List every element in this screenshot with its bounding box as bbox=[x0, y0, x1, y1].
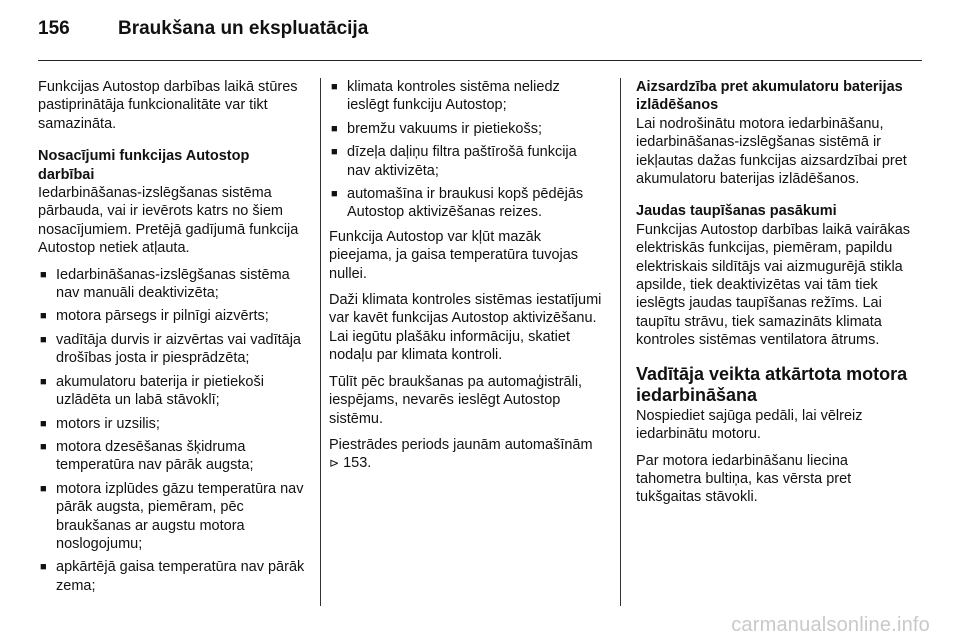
heading-power-saving: Jaudas taupīšanas pasākumi bbox=[636, 203, 837, 220]
column-2 bbox=[329, 78, 603, 481]
page-number: 156 bbox=[38, 18, 70, 39]
list-item: ■ motora pārsegs ir pilnīgi aizvērts; bbox=[40, 308, 269, 325]
column-1 bbox=[38, 78, 306, 601]
paragraph-steering: Funkcijas Autostop darbības laikā stūres pastiprinātāja funkcionalitāte var tikt samazināta. bbox=[38, 79, 298, 132]
heading-autostop-conditions: Nosacījumi funkcijas Autostop darbībai bbox=[38, 148, 250, 183]
heading-battery-protection: Aizsardzība pret akumulatoru baterijas izlādēšanos bbox=[636, 79, 903, 114]
bullet-icon: ■ bbox=[40, 417, 47, 430]
column-3 bbox=[636, 78, 912, 515]
list-item: ■ motors ir uzsilis; bbox=[40, 415, 160, 432]
bullet-icon: ■ bbox=[40, 482, 47, 495]
list-item: ■ motora dzesēšanas šķidruma temperatūra nav pārāk augsta; bbox=[40, 438, 254, 474]
list-item: ■ Iedarbināšanas-izslēgšanas sistēma nav manuāli deaktivizēta; bbox=[40, 266, 290, 302]
list-item: ■ apkārtējā gaisa temperatūra nav pārāk zema; bbox=[40, 559, 305, 594]
list-item: ■ bremžu vakuums ir pietiekošs; bbox=[331, 120, 543, 137]
paragraph-tachometer: Par motora iedarbināšanu liecina tahometra bultiņa, kas vērsta pret tukšgaitas stāvokli. bbox=[636, 452, 852, 506]
paragraph-temperature: Funkcija Autostop var kļūt mazāk pieejama, ja gaisa temperatūra tuvojas nullei. bbox=[329, 228, 579, 282]
conditions-list-continued bbox=[329, 78, 603, 222]
paragraph-power-saving: Funkcijas Autostop darbības laikā vairākas elektriskās funkcijas, piemēram, papildu elektriskais sildītājs vai aizmugurējā stikla apsilde, tiek deaktivizētas vai tām tiek ieslēgts jaudas taupīšanas režīms. Lai taupītu strāvu, tiek samazināts klimata kontroles sistēmas ventilatora ātrums. bbox=[636, 221, 911, 349]
list-item: ■ akumulatoru baterija ir pietiekoši uzlādēta un labā stāvoklī; bbox=[40, 373, 264, 409]
list-item: ■ dīzeļa daļiņu filtra paštīrošā funkcija nav aktivizēta; bbox=[331, 144, 577, 179]
paragraph-highway: Tūlīt pēc braukšanas pa automaģistrāli, iespējams, nevarēs ieslēgt Autostop sistēmu. bbox=[329, 373, 583, 427]
bullet-icon: ■ bbox=[331, 122, 338, 135]
watermark: carmanualsonline.info bbox=[731, 614, 930, 636]
paragraph-climate-settings: Daži klimata kontroles sistēmas iestatījumi var kavēt funkcijas Autostop aktivizēšanu. Lai iegūtu plašāku informāciju, skatiet nodaļu par klimata kontroli. bbox=[329, 292, 602, 364]
column-divider-left bbox=[320, 78, 321, 606]
bullet-icon: ■ bbox=[331, 146, 338, 159]
paragraph-clutch: Nospiediet sajūga pedāli, lai vēlreiz iedarbinātu motoru. bbox=[636, 407, 863, 443]
page-reference-icon: ⊳ bbox=[329, 456, 340, 471]
header-rule bbox=[38, 60, 922, 61]
bullet-icon: ■ bbox=[331, 81, 338, 93]
bullet-icon: ■ bbox=[331, 188, 338, 201]
paragraph-conditions-intro: Iedarbināšanas-izslēgšanas sistēma pārbauda, vai ir ievērots katrs no šiem nosacījumiem. Pretējā gadījumā funkcija Autostop netiek atļauta. bbox=[38, 185, 299, 257]
conditions-list bbox=[38, 266, 306, 596]
bullet-icon: ■ bbox=[40, 375, 47, 388]
bullet-icon: ■ bbox=[40, 440, 47, 453]
list-item: ■ vadītāja durvis ir aizvērtas vai vadītāja drošības josta ir piesprādzēta; bbox=[40, 331, 301, 367]
bullet-icon: ■ bbox=[40, 310, 47, 323]
list-item: ■ klimata kontroles sistēma neliedz ieslēgt funkciju Autostop; bbox=[331, 79, 560, 114]
list-item: ■ automašīna ir braukusi kopš pēdējās Autostop aktivizēšanas reizes. bbox=[331, 186, 584, 221]
column-divider-right bbox=[620, 78, 621, 606]
bullet-icon: ■ bbox=[40, 561, 47, 574]
bullet-icon: ■ bbox=[40, 268, 47, 281]
page-header bbox=[38, 18, 922, 54]
section-title-restart: Vadītāja veikta atkārtota motora iedarbināšana bbox=[636, 363, 908, 405]
paragraph-break-in: Piestrādes periods jaunām automašīnām ⊳ 153. bbox=[329, 436, 593, 472]
bullet-icon: ■ bbox=[40, 333, 47, 346]
paragraph-battery-protection: Lai nodrošinātu motora iedarbināšanu, iedarbināšanas-izslēgšanas sistēmā ir iekļautas dažas funkcijas aizsardzībai pret akumulatoru baterijas izlādēšanos. bbox=[636, 115, 907, 188]
page-reference-link[interactable]: 153. bbox=[343, 455, 372, 472]
page-title: Braukšana un ekspluatācija bbox=[118, 18, 369, 39]
list-item: ■ motora izplūdes gāzu temperatūra nav pārāk augsta, piemēram, pēc braukšanas ar augstu motora noslogojumu; bbox=[40, 480, 304, 552]
